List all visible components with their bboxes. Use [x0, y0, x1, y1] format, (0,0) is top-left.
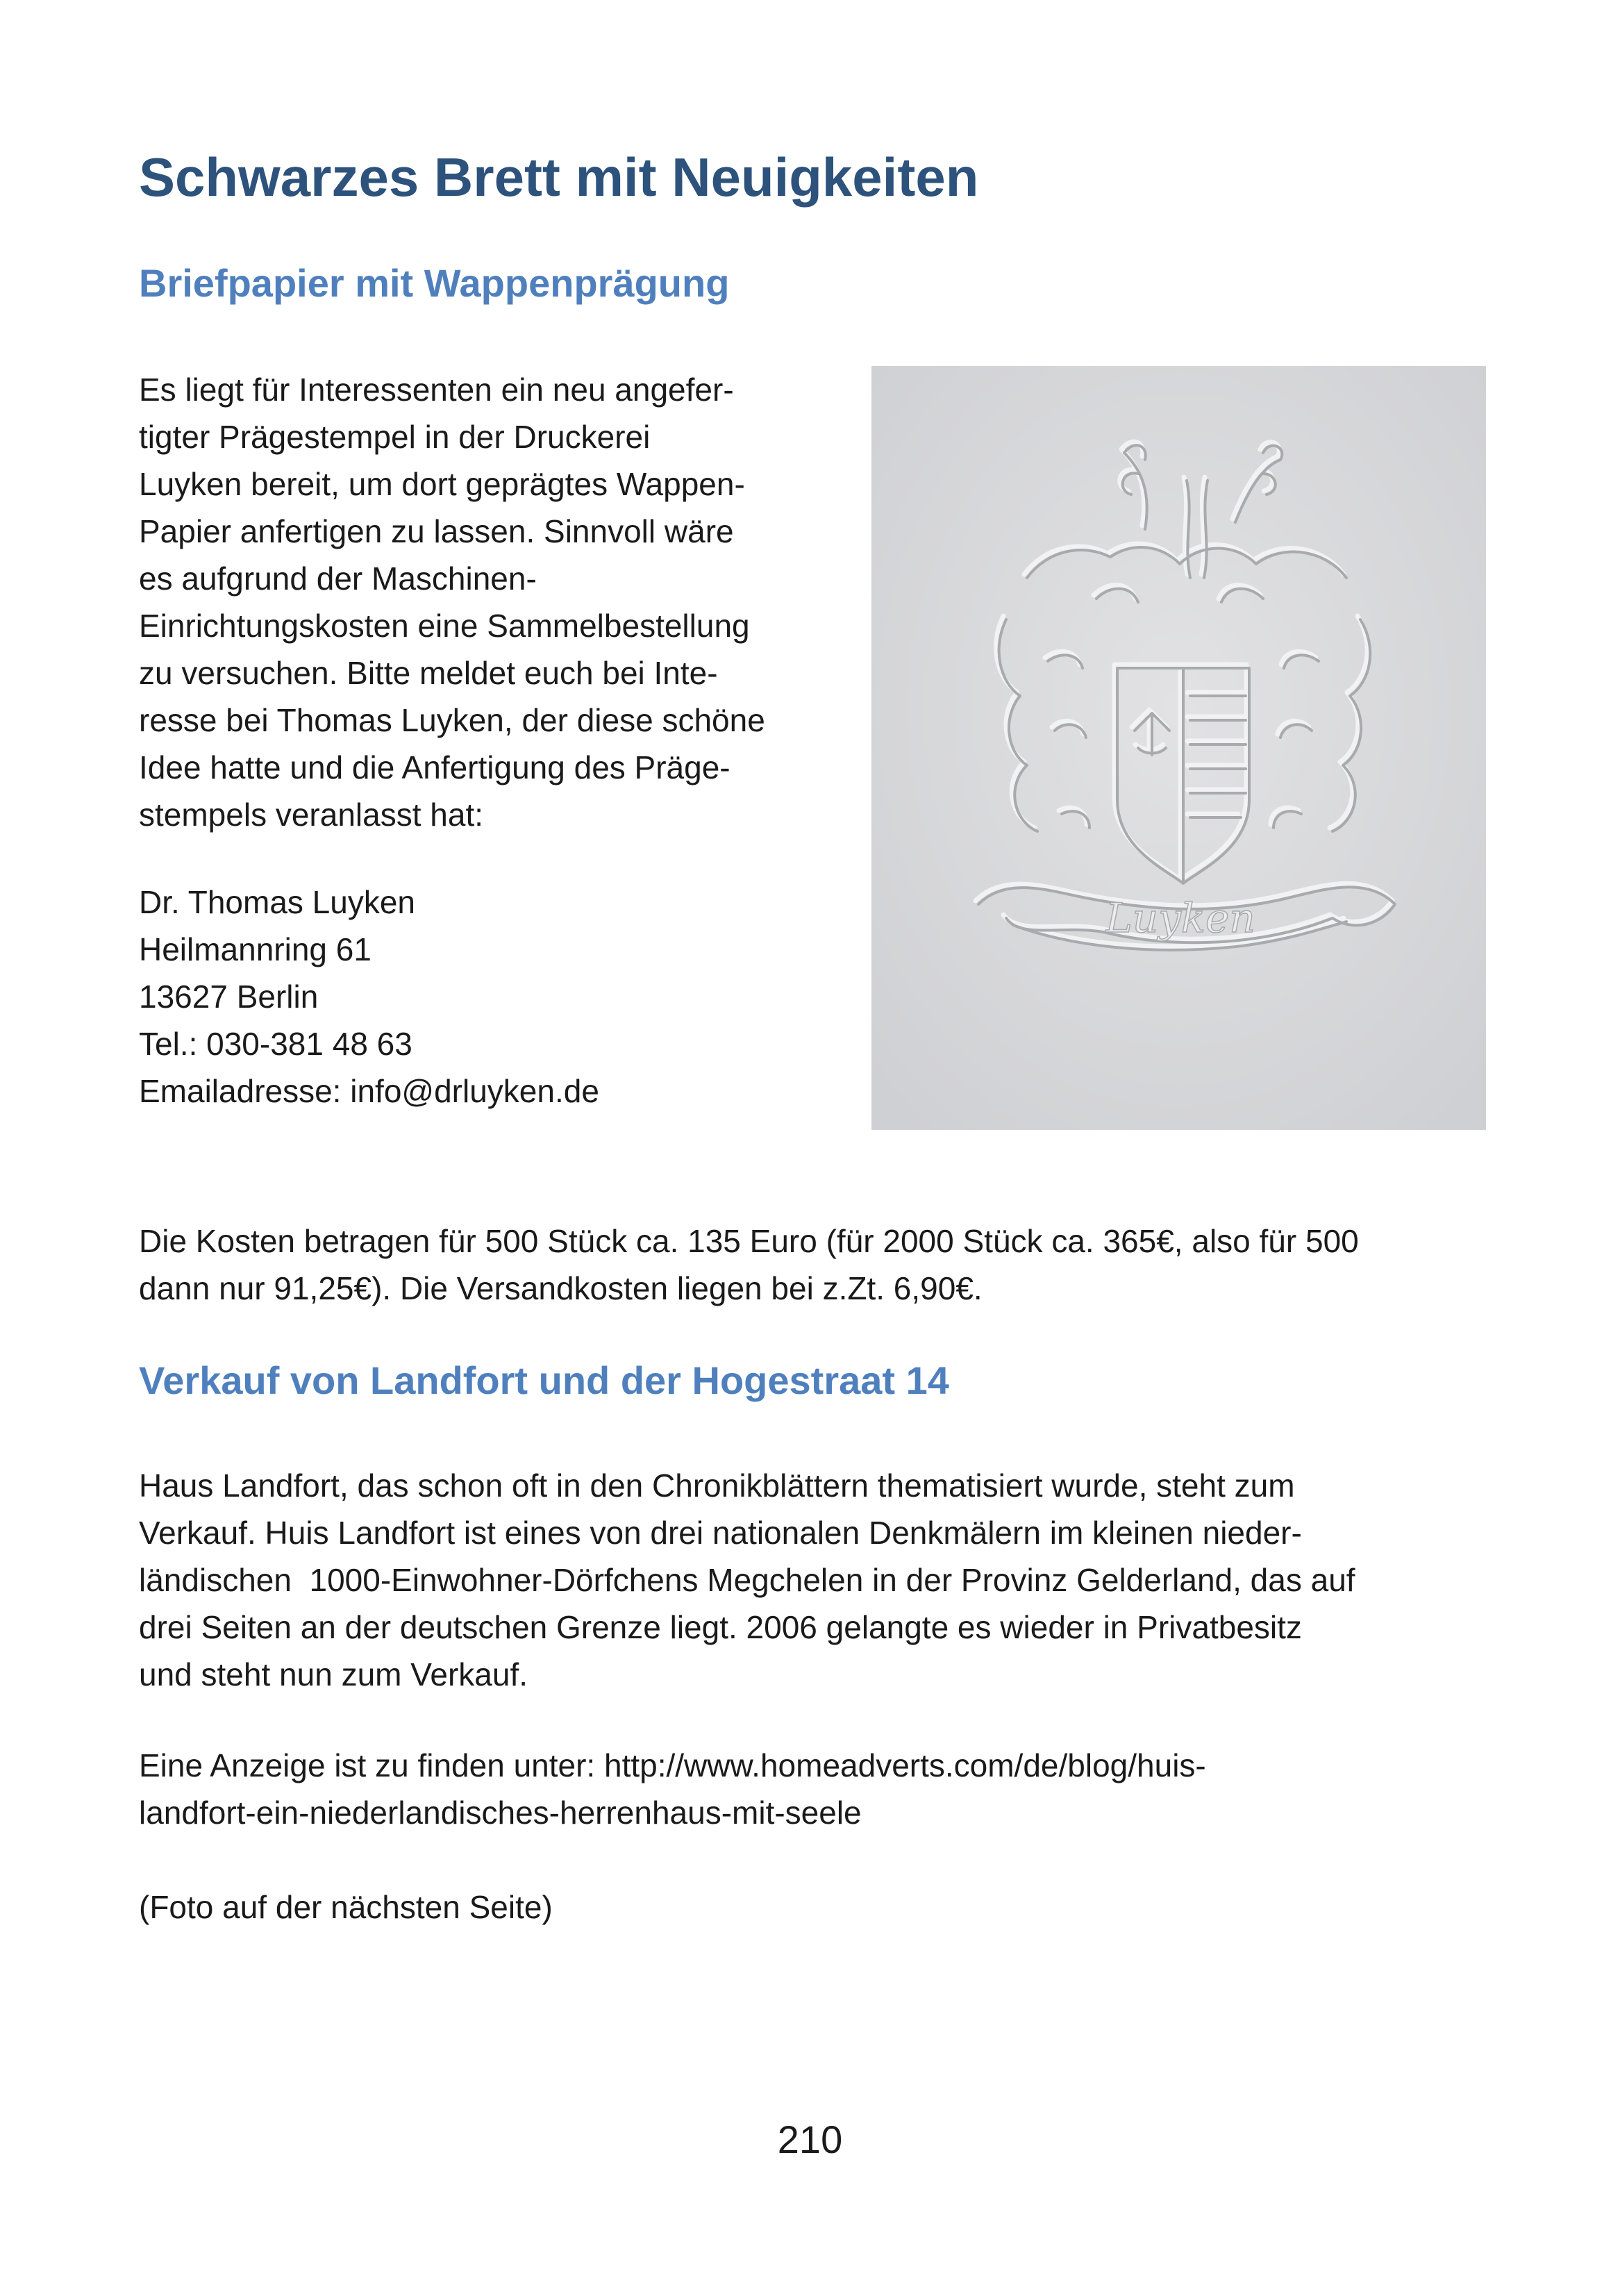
landfort-paragraph: [139, 1462, 1493, 1698]
intro-line: zu versuchen. Bitte meldet euch bei Inte-: [139, 655, 718, 691]
photo-note-text: (Foto auf der nächsten Seite): [139, 1889, 553, 1925]
intro-line: resse bei Thomas Luyken, der diese schöne: [139, 702, 765, 738]
intro-line: tigter Prägestempel in der Druckerei: [139, 419, 651, 455]
costs-line: Die Kosten betragen für 500 Stück ca. 135 Euro (für 2000 Stück ca. 365€, also für 500: [139, 1223, 1359, 1259]
intro-line: es aufgrund der Maschinen-: [139, 560, 537, 597]
intro-line: Es liegt für Interessenten ein neu angefer-: [139, 372, 734, 408]
intro-line: stempels veranlasst hat:: [139, 797, 484, 833]
contact-street: Heilmannring 61: [139, 931, 371, 967]
advert-line: Eine Anzeige ist zu finden unter: http://www.homeadverts.com/de/blog/huis-: [139, 1747, 1206, 1783]
contact-city: 13627 Berlin: [139, 979, 319, 1015]
page-title: Schwarzes Brett mit Neuigkeiten: [139, 147, 979, 208]
landfort-line: Verkauf. Huis Landfort ist eines von drei nationalen Denkmälern im kleinen nieder-: [139, 1515, 1302, 1551]
contact-name: Dr. Thomas Luyken: [139, 884, 416, 920]
landfort-line: Haus Landfort, das schon oft in den Chronikblättern thematisiert wurde, steht zum: [139, 1467, 1295, 1504]
landfort-line: drei Seiten an der deutschen Grenze liegt. 2006 gelangte es wieder in Privatbesitz: [139, 1609, 1302, 1645]
advert-paragraph: [139, 1742, 1493, 1836]
intro-paragraph: [139, 366, 833, 838]
landfort-line: und steht nun zum Verkauf.: [139, 1656, 528, 1692]
banner-lettering: Luyken: [1105, 895, 1255, 942]
advert-line: landfort-ein-niederlandisches-herrenhaus-mit-seele: [139, 1795, 862, 1831]
intro-line: Luyken bereit, um dort geprägtes Wappen-: [139, 466, 745, 502]
contact-block: [139, 879, 833, 1115]
intro-line: Papier anfertigen zu lassen. Sinnvoll wäre: [139, 513, 734, 549]
landfort-line: ländischen 1000-Einwohner-Dörfchens Megchelen in der Provinz Gelderland, das auf: [139, 1562, 1355, 1598]
embossed-coat-of-arms-photo: [871, 366, 1486, 1130]
contact-phone: Tel.: 030-381 48 63: [139, 1026, 412, 1062]
intro-line: Idee hatte und die Anfertigung des Präge-: [139, 749, 730, 785]
photo-note: [139, 1883, 1493, 1931]
contact-email: Emailadresse: info@drluyken.de: [139, 1073, 599, 1109]
intro-line: Einrichtungskosten eine Sammelbestellung: [139, 608, 750, 644]
embossed-coat-of-arms-icon: [871, 366, 1486, 1130]
section-heading-landfort: Verkauf von Landfort und der Hogestraat 14: [139, 1358, 949, 1402]
costs-paragraph: [139, 1217, 1493, 1312]
section-heading-letterpaper: Briefpapier mit Wappenprägung: [139, 261, 730, 305]
costs-line: dann nur 91,25€). Die Versandkosten liegen bei z.Zt. 6,90€.: [139, 1270, 983, 1306]
page-number: 210: [777, 2118, 843, 2161]
